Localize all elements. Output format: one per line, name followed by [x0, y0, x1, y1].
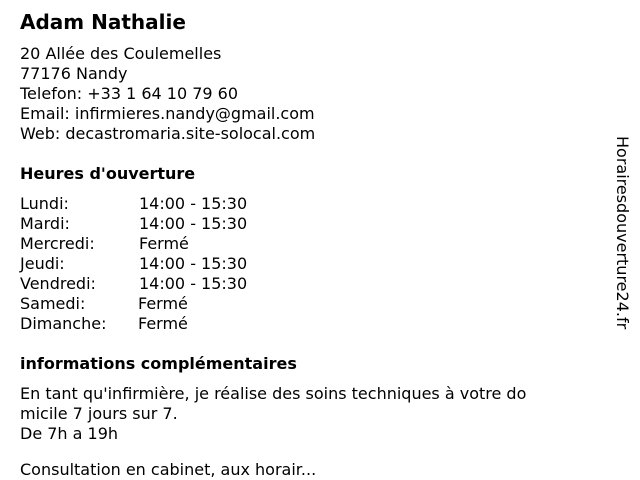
day-label: Samedi: — [20, 294, 86, 313]
day-time: 14:00 - 15:30 — [139, 214, 248, 233]
day-time: 14:00 - 15:30 — [139, 194, 248, 213]
day-label: Vendredi: — [20, 274, 96, 293]
info-line: Consultation en cabinet, aux horair... — [20, 460, 317, 479]
day-label: Dimanche: — [20, 314, 107, 333]
day-label: Jeudi: — [20, 254, 65, 273]
day-time: 14:00 - 15:30 — [139, 274, 248, 293]
day-label: Lundi: — [20, 194, 69, 213]
additional-info-heading: informations complémentaires — [20, 354, 297, 373]
site-watermark-text: Horairesdouverture24.fr — [613, 136, 632, 330]
address-city: 77176 Nandy — [20, 64, 128, 83]
business-name: Adam Nathalie — [20, 10, 186, 34]
phone-line: Telefon: +33 1 64 10 79 60 — [20, 84, 239, 103]
day-time: 14:00 - 15:30 — [139, 254, 248, 273]
info-line: En tant qu'infirmière, je réalise des soins techniques à votre do — [20, 384, 527, 403]
info-line: De 7h a 19h — [20, 424, 119, 443]
day-label: Mardi: — [20, 214, 70, 233]
day-time: Fermé — [138, 294, 188, 313]
additional-info-text — [20, 384, 580, 480]
day-label: Mercredi: — [20, 234, 95, 253]
email-line: Email: infirmieres.nandy@gmail.com — [20, 104, 315, 123]
day-time: Fermé — [138, 314, 188, 333]
info-line: micile 7 jours sur 7. — [20, 404, 178, 423]
website-line: Web: decastromaria.site-solocal.com — [20, 124, 316, 143]
opening-hours-heading: Heures d'ouverture — [20, 164, 196, 183]
address-street: 20 Allée des Coulemelles — [20, 44, 222, 63]
day-time: Fermé — [139, 234, 189, 253]
contact-block — [20, 44, 315, 144]
site-watermark — [612, 136, 632, 342]
